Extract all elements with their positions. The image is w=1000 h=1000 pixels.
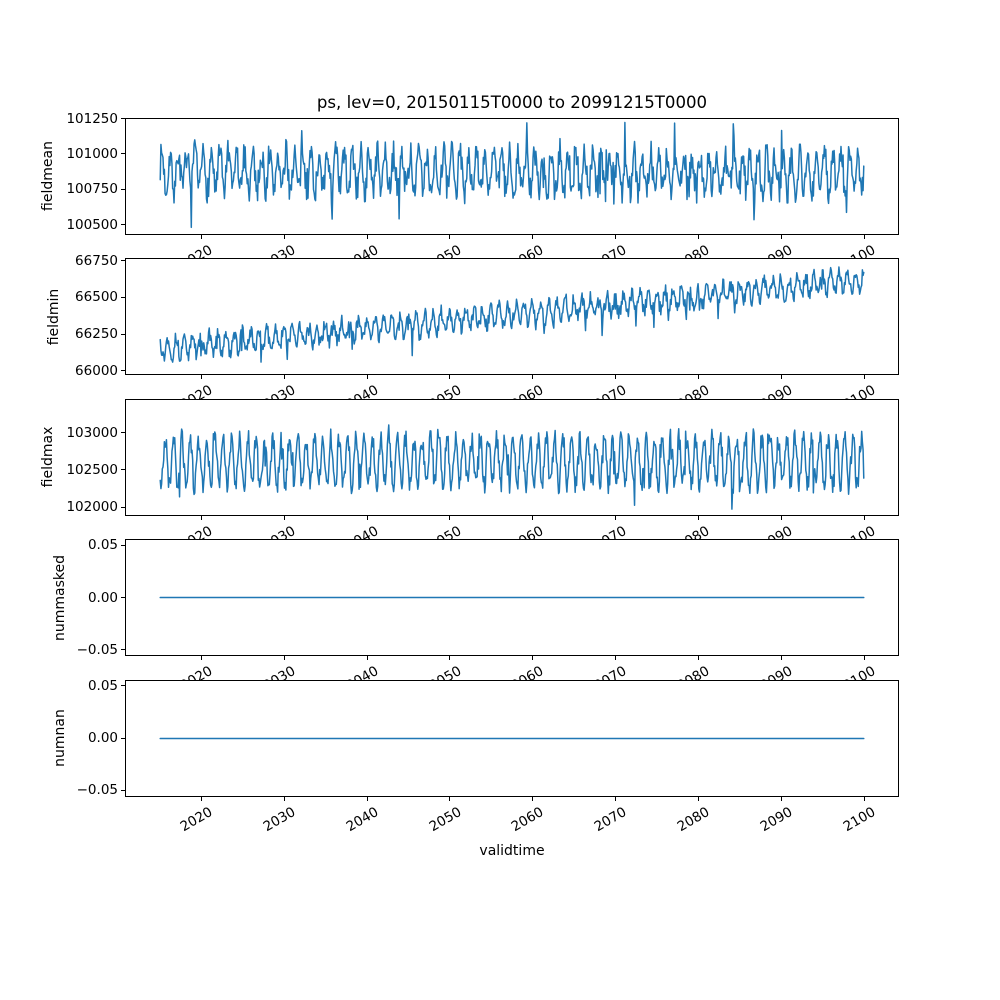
chart-title: ps, lev=0, 20150115T0000 to 20991215T0000 <box>316 93 708 112</box>
x-tick-mark <box>201 797 202 801</box>
x-tick-label: 2090 <box>757 803 796 835</box>
y-tick-label: −0.05 <box>76 641 118 658</box>
y-tick-label: 101000 <box>66 145 118 162</box>
y-tick-label: 0.05 <box>87 677 118 694</box>
x-tick-label: 2020 <box>177 803 216 835</box>
x-tick-mark <box>615 797 616 801</box>
y-axis-label: nummasked <box>52 554 68 641</box>
y-tick-label: 66750 <box>75 252 118 269</box>
y-axis-label: numnan <box>52 709 68 767</box>
x-tick-label: 2100 <box>840 803 879 835</box>
x-tick-mark <box>367 797 368 801</box>
y-tick-label: 101250 <box>66 110 118 127</box>
y-tick-label: 66500 <box>75 289 118 306</box>
y-tick-label: 0.00 <box>87 589 118 606</box>
x-tick-label: 2030 <box>260 803 299 835</box>
y-tick-label: 100750 <box>66 181 118 198</box>
y-axis-label: fieldmax <box>40 426 56 488</box>
line-plot <box>125 680 899 797</box>
y-tick-label: 102000 <box>66 499 118 516</box>
y-tick-label: 0.05 <box>87 537 118 554</box>
x-tick-mark <box>532 797 533 801</box>
x-tick-mark <box>284 797 285 801</box>
y-tick-label: 100500 <box>66 216 118 233</box>
x-tick-mark <box>864 797 865 801</box>
y-tick-label: −0.05 <box>76 782 118 799</box>
y-axis-label: fieldmean <box>40 141 56 211</box>
y-tick-label: 102500 <box>66 461 118 478</box>
x-tick-mark <box>698 797 699 801</box>
y-tick-label: 0.00 <box>87 730 118 746</box>
y-tick-label: 66250 <box>75 326 118 343</box>
x-tick-label: 2060 <box>508 803 547 835</box>
x-tick-label: 2080 <box>674 803 713 835</box>
y-tick-label: 103000 <box>66 424 118 441</box>
y-tick-label: 66000 <box>75 362 118 379</box>
y-axis-label: fieldmin <box>46 288 62 345</box>
x-tick-label: 2040 <box>343 803 382 835</box>
x-tick-mark <box>781 797 782 801</box>
x-tick-label: 2070 <box>591 803 630 835</box>
x-tick-mark <box>449 797 450 801</box>
x-axis-label: validtime <box>479 843 545 859</box>
x-tick-label: 2050 <box>426 803 464 835</box>
